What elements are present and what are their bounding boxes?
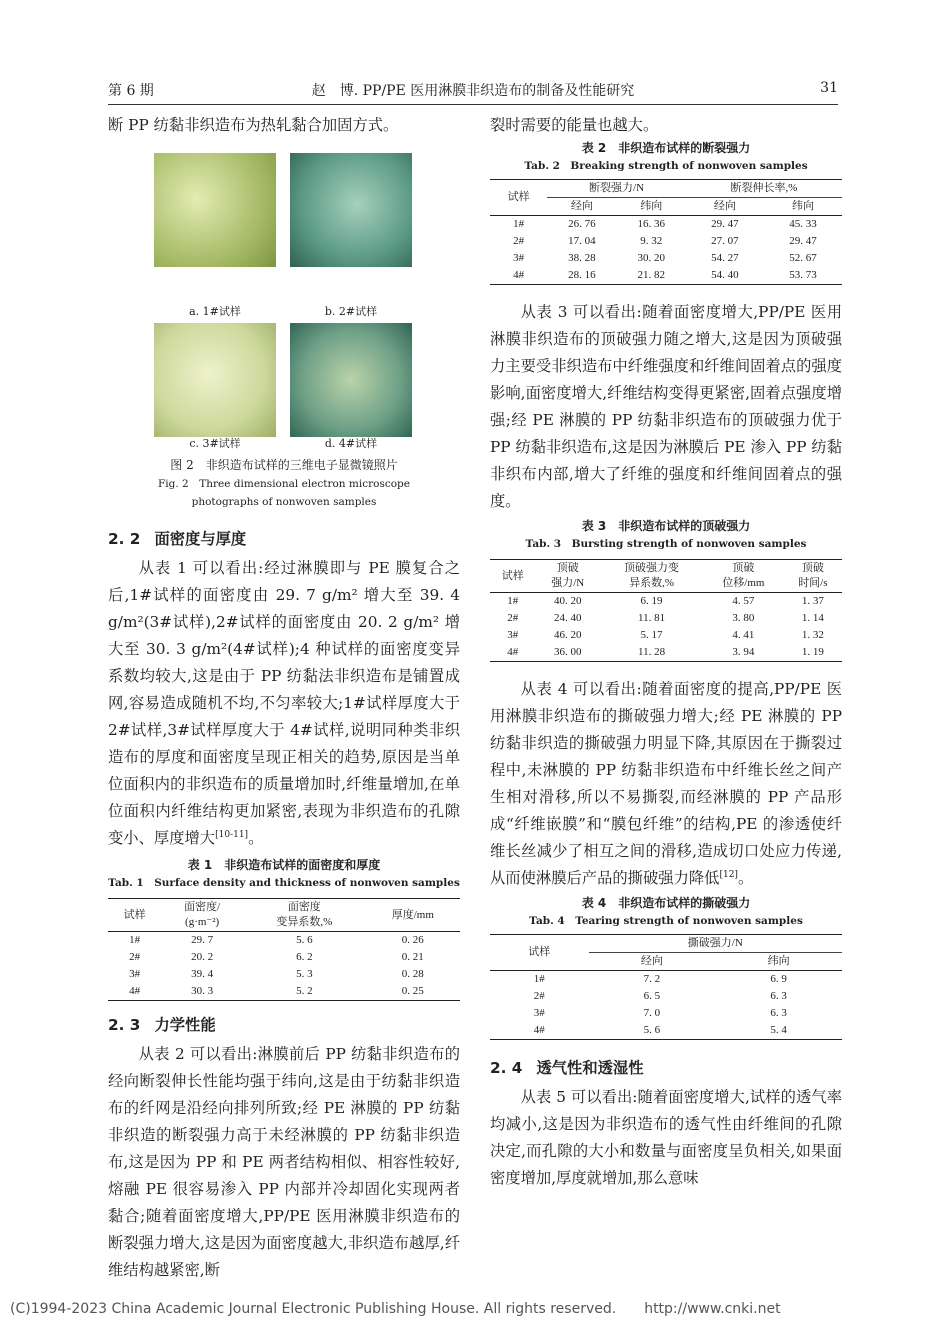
table-3-caption-zh: 表 3 非织造布试样的顶破强力	[581, 519, 751, 533]
table-header: 试样	[501, 569, 524, 582]
table-header: 经向	[570, 200, 593, 212]
micrograph-b	[290, 153, 412, 267]
table-4-discussion: 从表 4 可以看出:随着面密度的提高,PP/PE 医用淋膜非织造布的撕破强力增大;经 PE 淋膜的 PP 纺黏非织造的撕破强力明显下降,其原因在于撕裂过程中,未淋膜的 PP 纺黏非织造布中纤维长丝之间产生相对滑移,所以不易撕裂,而经淋膜的 PP 产品形成“纤维嵌膜”和“膜包纤维”的结构,PE 的渗透使纤维长丝减少了相互之间的滑移,造成切口处应力传递,从而使淋膜后产品的撕破强力降低[12]。	[490, 680, 842, 887]
table-header: 顶破 位移/mm	[722, 562, 765, 589]
table-row: 1# 26. 76 16. 36 29. 47 45. 33	[513, 218, 817, 230]
photo-label-d: d. 4#试样	[324, 437, 378, 450]
section-2-3-heading	[108, 1011, 460, 1039]
section-2-4-paragraph: 从表 5 可以看出:随着面密度增大,试样的透气率均减小,这是因为非织造布的透气性由纤维间的孔隙决定,而孔隙的大小和数量与面密度呈负相关,如果面密度增加,厚度就增加,那么意味	[490, 1088, 842, 1187]
figure-2	[108, 151, 460, 511]
table-header: 纬向	[767, 955, 790, 967]
table-row: 3# 38. 28 30. 20 54. 27 52. 67	[513, 252, 817, 264]
table-row: 2# 24. 40 11. 81 3. 80 1. 14	[507, 612, 824, 624]
table-1-caption-zh: 表 1 非织造布试样的面密度和厚度	[187, 858, 381, 872]
figure-caption-en-2: photographs of nonwoven samples	[191, 496, 377, 508]
table-4-caption-zh: 表 4 非织造布试样的撕破强力	[581, 896, 751, 910]
table-1	[108, 856, 460, 1001]
table-header: 经向	[713, 200, 736, 212]
table-4	[490, 894, 842, 1040]
micrograph-d	[290, 323, 412, 437]
table-row: 3# 7. 0 6. 3	[533, 1007, 787, 1019]
table-2-caption-en: Tab. 2 Breaking strength of nonwoven samples	[524, 160, 808, 172]
table-row: 4# 28. 16 21. 82 54. 40 53. 73	[490, 267, 842, 285]
micrograph-a	[154, 153, 276, 267]
table-header: 试样	[123, 908, 146, 921]
figure-caption-zh: 图 2 非织造布试样的三维电子显微镜照片	[170, 458, 398, 472]
table-2	[490, 139, 842, 285]
table-header: 试样	[490, 935, 589, 971]
table-header: 纬向	[640, 200, 663, 212]
table-header: 面密度 变异系数,%	[276, 901, 333, 928]
left-intro: 断 PP 纺黏非织造布为热轧黏合加固方式。	[108, 116, 399, 134]
table-3	[490, 517, 842, 662]
table-header: 顶破强力变 异系数,%	[624, 562, 680, 589]
section-number: 2. 2	[108, 530, 141, 548]
section-number: 2. 4	[490, 1059, 523, 1077]
table-row: 1# 29. 7 5. 6 0. 26	[129, 934, 424, 946]
right-column	[490, 112, 842, 1192]
section-number: 2. 3	[108, 1016, 141, 1034]
table-row: 4# 36. 00 11. 28 3. 94 1. 19	[490, 644, 842, 662]
photo-label-c: c. 3#试样	[189, 437, 241, 450]
citation: [12]	[719, 869, 738, 880]
figure-caption-en-1: Fig. 2 Three dimensional electron microscope	[158, 478, 410, 490]
section-title: 透气性和透湿性	[536, 1059, 644, 1077]
copyright-footer: (C)1994-2023 China Academic Journal Electronic Publishing House. All rights reserved. http://www.cnki.net	[10, 1301, 781, 1317]
section-2-2-heading	[108, 525, 460, 553]
table-row: 3# 46. 20 5. 17 4. 41 1. 32	[507, 629, 824, 641]
table-header: 顶破 时间/s	[798, 562, 828, 589]
table-3-discussion: 从表 3 可以看出:随着面密度增大,PP/PE 医用淋膜非织造布的顶破强力随之增大,这是因为顶破强力主要受非织造布中纤维强度和纤维间固着点的强度影响,面密度增大,纤维结构变得更紧密,固着点强度增强;经 PE 淋膜的 PP 纺黏非织造布的顶破强力优于 PP 纺黏非织造布,这是因为淋膜后 PE 渗入 PP 纺黏非织布内部,增大了纤维的强度和纤维间固着点的强度。	[490, 303, 842, 510]
table-row: 2# 20. 2 6. 2 0. 21	[129, 951, 424, 963]
table-header: 断裂强力/N	[547, 180, 686, 198]
citation: [10-11]	[215, 829, 249, 840]
table-4-caption-en: Tab. 4 Tearing strength of nonwoven samples	[529, 915, 803, 927]
table-header: 经向	[640, 955, 663, 967]
table-row: 3# 39. 4 5. 3 0. 28	[129, 968, 424, 980]
section-title: 面密度与厚度	[154, 530, 247, 548]
micrograph-c	[154, 323, 276, 437]
table-header: 试样	[490, 180, 547, 216]
table-row: 2# 6. 5 6. 3	[533, 990, 787, 1002]
running-title: 赵 博. PP/PE 医用淋膜非织造布的制备及性能研究	[311, 83, 635, 99]
page-number: 31	[820, 80, 838, 96]
photo-label-a: a. 1#试样	[189, 305, 241, 318]
table-3-caption-en: Tab. 3 Bursting strength of nonwoven samples	[525, 538, 807, 550]
photo-label-b: b. 2#试样	[324, 305, 378, 318]
table-row: 1# 7. 2 6. 9	[533, 973, 787, 985]
issue-number: 第 6 期	[108, 83, 154, 99]
table-header: 撕破强力/N	[589, 935, 842, 953]
table-row: 2# 17. 04 9. 32 27. 07 29. 47	[513, 235, 817, 247]
left-column	[108, 112, 460, 1284]
table-1-caption-en: Tab. 1 Surface density and thickness of nonwoven samples	[108, 877, 460, 889]
table-header: 面密度/ (g·m⁻²)	[184, 901, 221, 928]
table-header: 厚度/mm	[391, 908, 434, 921]
table-header: 纬向	[791, 200, 814, 212]
header-rule	[108, 104, 838, 105]
section-2-4-heading	[490, 1054, 842, 1082]
table-row: 4# 30. 3 5. 2 0. 25	[108, 983, 460, 1001]
table-2-caption-zh: 表 2 非织造布试样的断裂强力	[581, 141, 751, 155]
right-intro: 裂时需要的能量也越大。	[490, 116, 659, 134]
table-header: 顶破 强力/N	[551, 562, 585, 589]
table-header: 断裂伸长率,%	[686, 180, 842, 198]
section-title: 力学性能	[154, 1016, 216, 1034]
table-row: 1# 40. 20 6. 19 4. 57 1. 37	[507, 595, 824, 607]
section-2-3-paragraph: 从表 2 可以看出:淋膜前后 PP 纺黏非织造布的经向断裂伸长性能均强于纬向,这是由于纺黏非织造布的纤网是沿经向排列所致;经 PE 淋膜的 PP 纺黏非织造的断裂强力高于未经淋膜的 PP 纺黏非织造布,这是因为 PP 和 PE 两者结构相似、相容性较好,熔融 PE 很容易渗入 PP 内部并冷却固化实现两者黏合;随着面密度增大,PP/PE 医用淋膜非织造布的断裂强力增大,这是因为面密度越大,非织造布越厚,纤维结构越紧密,断	[108, 1045, 460, 1279]
section-2-2-paragraph: 从表 1 可以看出:经过淋膜即与 PE 膜复合之后,1#试样的面密度由 29. 7 g/m² 增大至 39. 4 g/m²(3#试样),2#试样的面密度由 20. 2 g/m² 增大至 30. 3 g/m²(4#试样);4 种试样的面密度变异系数均较大,这是由于 PP 纺黏法非织造布是铺置成网,容易造成随机不均,不匀率较大;1#试样厚度大于 2#试样,3#试样厚度大于 4#试样,说明同种类非织造布的厚度和面密度呈现正相关的趋势,原因是当单位面积内的非织造布的质量增加时,纤维量增加,在单位面积内纤维结构更加紧密,表现为非织造布的孔隙变小、厚度增大[10-11]。	[108, 559, 460, 847]
table-row: 4# 5. 6 5. 4	[490, 1022, 842, 1040]
